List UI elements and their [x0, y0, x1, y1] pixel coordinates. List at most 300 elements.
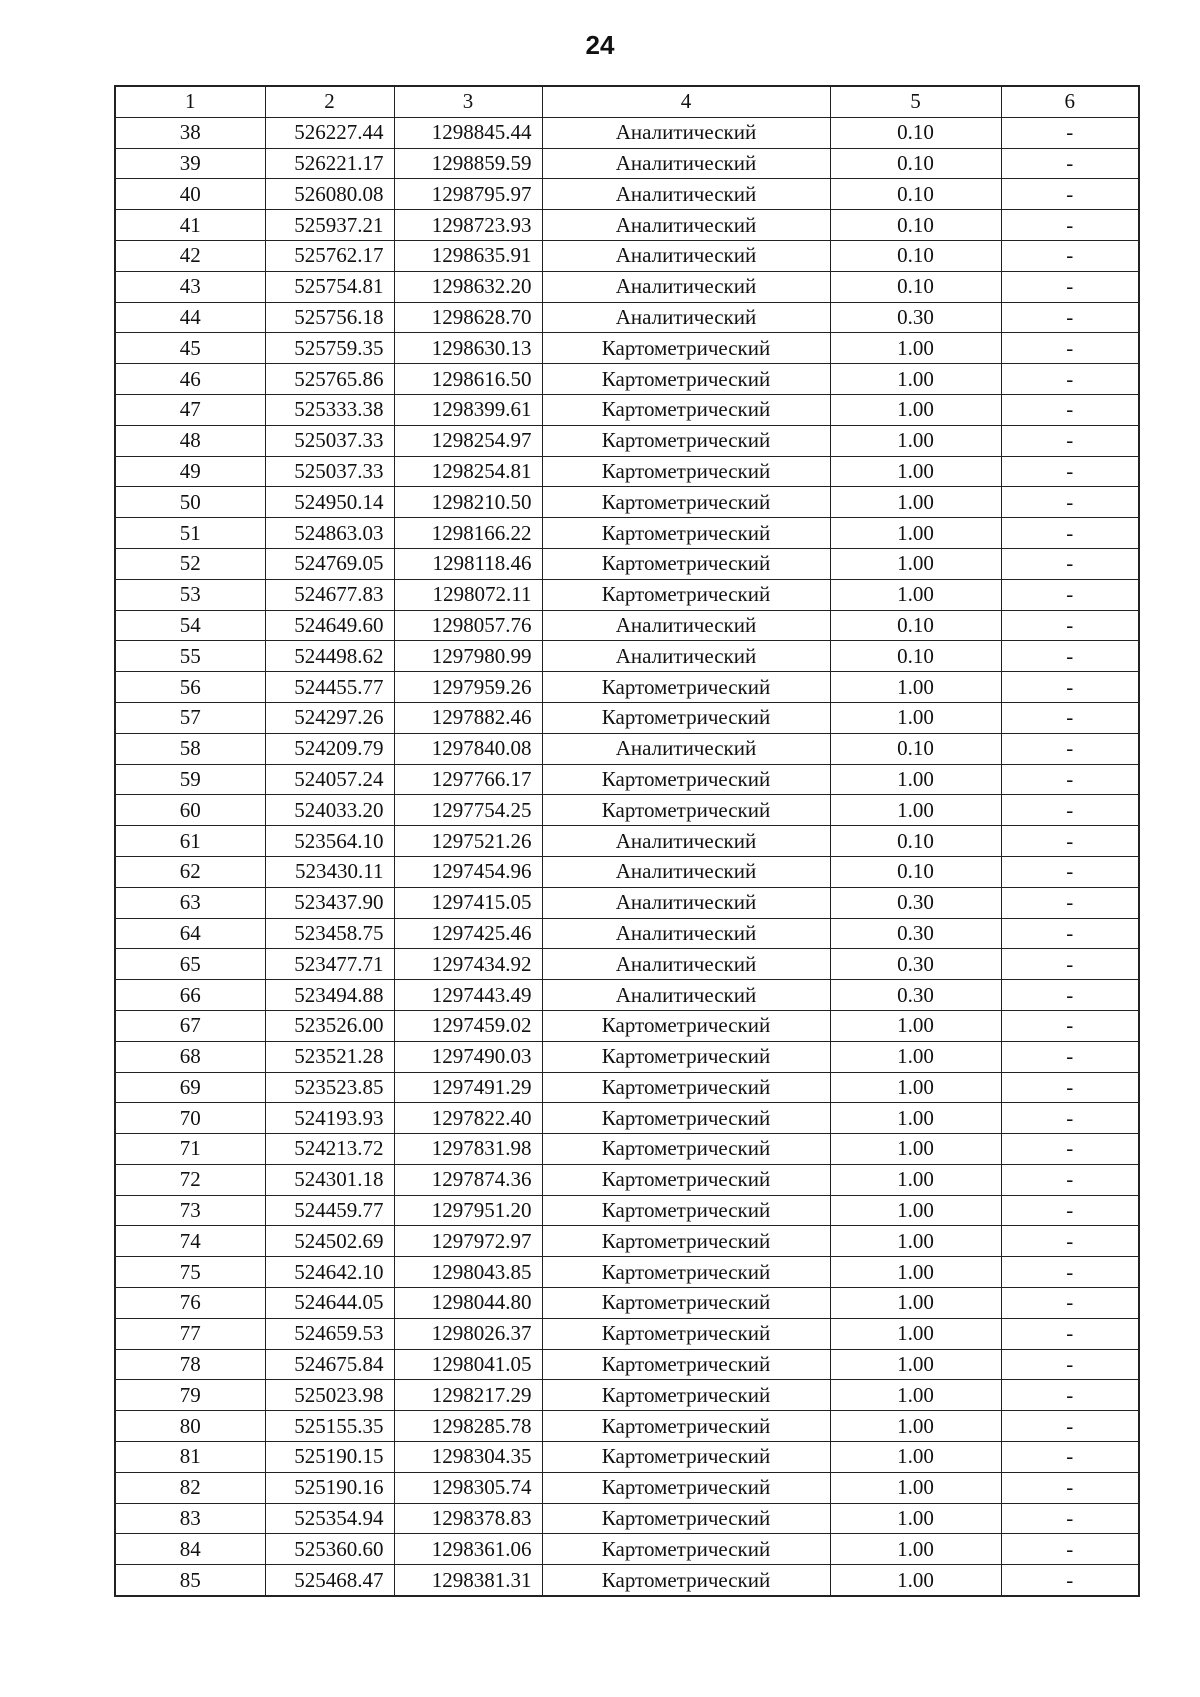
note-cell: -: [1001, 302, 1139, 333]
x-coordinate-cell: 523564.10: [265, 826, 394, 857]
method-cell: Картометрический: [542, 1072, 830, 1103]
note-cell: -: [1001, 856, 1139, 887]
x-coordinate-cell: 524502.69: [265, 1226, 394, 1257]
x-coordinate-cell: 525037.33: [265, 456, 394, 487]
table-row: [115, 733, 1139, 764]
y-coordinate-cell: 1297491.29: [394, 1072, 542, 1103]
point-number-cell: 72: [115, 1164, 265, 1195]
note-cell: -: [1001, 1534, 1139, 1565]
point-number-cell: 76: [115, 1288, 265, 1319]
y-coordinate-cell: 1298845.44: [394, 117, 542, 148]
table-row: [115, 856, 1139, 887]
x-coordinate-cell: 524642.10: [265, 1257, 394, 1288]
table-row: [115, 1288, 1139, 1319]
y-coordinate-cell: 1298361.06: [394, 1534, 542, 1565]
table-row: [115, 425, 1139, 456]
accuracy-cell: 1.00: [830, 1288, 1001, 1319]
method-cell: Картометрический: [542, 1472, 830, 1503]
table-row: [115, 1565, 1139, 1596]
point-number-cell: 52: [115, 548, 265, 579]
x-coordinate-cell: 524769.05: [265, 548, 394, 579]
y-coordinate-cell: 1298254.97: [394, 425, 542, 456]
table-row: [115, 980, 1139, 1011]
note-cell: -: [1001, 425, 1139, 456]
y-coordinate-cell: 1298057.76: [394, 610, 542, 641]
method-cell: Картометрический: [542, 1041, 830, 1072]
note-cell: -: [1001, 887, 1139, 918]
point-number-cell: 80: [115, 1411, 265, 1442]
table-row: [115, 240, 1139, 271]
note-cell: -: [1001, 1411, 1139, 1442]
note-cell: -: [1001, 148, 1139, 179]
x-coordinate-cell: 526227.44: [265, 117, 394, 148]
method-cell: Аналитический: [542, 856, 830, 887]
accuracy-cell: 1.00: [830, 1503, 1001, 1534]
table-row: [115, 148, 1139, 179]
table-row: [115, 1257, 1139, 1288]
point-number-cell: 81: [115, 1442, 265, 1473]
table-row: [115, 610, 1139, 641]
table-row: [115, 1041, 1139, 1072]
point-number-cell: 71: [115, 1134, 265, 1165]
method-cell: Картометрический: [542, 518, 830, 549]
x-coordinate-cell: 523437.90: [265, 887, 394, 918]
x-coordinate-cell: 523521.28: [265, 1041, 394, 1072]
table-row: [115, 1442, 1139, 1473]
y-coordinate-cell: 1298305.74: [394, 1472, 542, 1503]
table-row: [115, 1380, 1139, 1411]
note-cell: -: [1001, 764, 1139, 795]
point-number-cell: 56: [115, 672, 265, 703]
method-cell: Картометрический: [542, 1010, 830, 1041]
accuracy-cell: 0.30: [830, 980, 1001, 1011]
table-row: [115, 518, 1139, 549]
note-cell: -: [1001, 179, 1139, 210]
point-number-cell: 82: [115, 1472, 265, 1503]
x-coordinate-cell: 524213.72: [265, 1134, 394, 1165]
point-number-cell: 46: [115, 364, 265, 395]
y-coordinate-cell: 1297959.26: [394, 672, 542, 703]
method-cell: Картометрический: [542, 795, 830, 826]
x-coordinate-cell: 524863.03: [265, 518, 394, 549]
method-cell: Аналитический: [542, 271, 830, 302]
y-coordinate-cell: 1297882.46: [394, 702, 542, 733]
note-cell: -: [1001, 1472, 1139, 1503]
table-row: [115, 271, 1139, 302]
method-cell: Картометрический: [542, 1349, 830, 1380]
accuracy-cell: 1.00: [830, 1411, 1001, 1442]
point-number-cell: 55: [115, 641, 265, 672]
point-number-cell: 45: [115, 333, 265, 364]
y-coordinate-cell: 1297754.25: [394, 795, 542, 826]
x-coordinate-cell: 523458.75: [265, 918, 394, 949]
point-number-cell: 64: [115, 918, 265, 949]
method-cell: Аналитический: [542, 610, 830, 641]
note-cell: -: [1001, 733, 1139, 764]
accuracy-cell: 1.00: [830, 518, 1001, 549]
accuracy-cell: 1.00: [830, 1442, 1001, 1473]
accuracy-cell: 1.00: [830, 456, 1001, 487]
accuracy-cell: 0.10: [830, 117, 1001, 148]
point-number-cell: 59: [115, 764, 265, 795]
x-coordinate-cell: 524677.83: [265, 579, 394, 610]
point-number-cell: 54: [115, 610, 265, 641]
table-row: [115, 887, 1139, 918]
table-row: [115, 918, 1139, 949]
accuracy-cell: 1.00: [830, 702, 1001, 733]
point-number-cell: 60: [115, 795, 265, 826]
method-cell: Картометрический: [542, 1195, 830, 1226]
note-cell: -: [1001, 702, 1139, 733]
note-cell: -: [1001, 949, 1139, 980]
table-row: [115, 641, 1139, 672]
note-cell: -: [1001, 1103, 1139, 1134]
x-coordinate-cell: 525937.21: [265, 210, 394, 241]
y-coordinate-cell: 1298210.50: [394, 487, 542, 518]
note-cell: -: [1001, 1195, 1139, 1226]
y-coordinate-cell: 1297434.92: [394, 949, 542, 980]
y-coordinate-cell: 1298044.80: [394, 1288, 542, 1319]
point-number-cell: 77: [115, 1318, 265, 1349]
note-cell: -: [1001, 1288, 1139, 1319]
accuracy-cell: 1.00: [830, 764, 1001, 795]
note-cell: -: [1001, 610, 1139, 641]
method-cell: Аналитический: [542, 148, 830, 179]
y-coordinate-cell: 1298026.37: [394, 1318, 542, 1349]
note-cell: -: [1001, 1072, 1139, 1103]
x-coordinate-cell: 526080.08: [265, 179, 394, 210]
x-coordinate-cell: 525360.60: [265, 1534, 394, 1565]
x-coordinate-cell: 524455.77: [265, 672, 394, 703]
x-coordinate-cell: 525190.16: [265, 1472, 394, 1503]
method-cell: Картометрический: [542, 1103, 830, 1134]
accuracy-cell: 1.00: [830, 1318, 1001, 1349]
y-coordinate-cell: 1298254.81: [394, 456, 542, 487]
point-number-cell: 69: [115, 1072, 265, 1103]
table-row: [115, 487, 1139, 518]
point-number-cell: 43: [115, 271, 265, 302]
accuracy-cell: 1.00: [830, 795, 1001, 826]
note-cell: -: [1001, 117, 1139, 148]
x-coordinate-cell: 524498.62: [265, 641, 394, 672]
y-coordinate-cell: 1297443.49: [394, 980, 542, 1011]
table-row: [115, 1349, 1139, 1380]
table-row: [115, 1318, 1139, 1349]
y-coordinate-cell: 1298795.97: [394, 179, 542, 210]
table-row: [115, 1072, 1139, 1103]
x-coordinate-cell: 524649.60: [265, 610, 394, 641]
table-row: [115, 1134, 1139, 1165]
accuracy-cell: 0.10: [830, 856, 1001, 887]
method-cell: Картометрический: [542, 1257, 830, 1288]
note-cell: -: [1001, 210, 1139, 241]
table-row: [115, 1226, 1139, 1257]
note-cell: -: [1001, 1164, 1139, 1195]
table-row: [115, 1503, 1139, 1534]
x-coordinate-cell: 524193.93: [265, 1103, 394, 1134]
method-cell: Картометрический: [542, 1134, 830, 1165]
table-header-row: [115, 86, 1139, 117]
accuracy-cell: 1.00: [830, 1565, 1001, 1596]
method-cell: Аналитический: [542, 980, 830, 1011]
table-row: [115, 1472, 1139, 1503]
table-row: [115, 179, 1139, 210]
y-coordinate-cell: 1298616.50: [394, 364, 542, 395]
point-number-cell: 49: [115, 456, 265, 487]
y-coordinate-cell: 1298072.11: [394, 579, 542, 610]
method-cell: Картометрический: [542, 1442, 830, 1473]
point-number-cell: 50: [115, 487, 265, 518]
note-cell: -: [1001, 795, 1139, 826]
point-number-cell: 66: [115, 980, 265, 1011]
y-coordinate-cell: 1298723.93: [394, 210, 542, 241]
accuracy-cell: 1.00: [830, 1072, 1001, 1103]
x-coordinate-cell: 525762.17: [265, 240, 394, 271]
method-cell: Аналитический: [542, 302, 830, 333]
y-coordinate-cell: 1298285.78: [394, 1411, 542, 1442]
table-row: [115, 764, 1139, 795]
point-number-cell: 75: [115, 1257, 265, 1288]
y-coordinate-cell: 1297972.97: [394, 1226, 542, 1257]
accuracy-cell: 0.10: [830, 148, 1001, 179]
coordinates-table: [114, 85, 1140, 1597]
table-row: [115, 1195, 1139, 1226]
x-coordinate-cell: 525023.98: [265, 1380, 394, 1411]
method-cell: Аналитический: [542, 210, 830, 241]
accuracy-cell: 1.00: [830, 1226, 1001, 1257]
accuracy-cell: 0.30: [830, 302, 1001, 333]
x-coordinate-cell: 523523.85: [265, 1072, 394, 1103]
x-coordinate-cell: 524659.53: [265, 1318, 394, 1349]
point-number-cell: 62: [115, 856, 265, 887]
method-cell: Аналитический: [542, 826, 830, 857]
method-cell: Аналитический: [542, 179, 830, 210]
note-cell: -: [1001, 826, 1139, 857]
point-number-cell: 63: [115, 887, 265, 918]
note-cell: -: [1001, 333, 1139, 364]
table-row: [115, 949, 1139, 980]
point-number-cell: 57: [115, 702, 265, 733]
accuracy-cell: 0.30: [830, 887, 1001, 918]
y-coordinate-cell: 1297425.46: [394, 918, 542, 949]
note-cell: -: [1001, 918, 1139, 949]
y-coordinate-cell: 1297822.40: [394, 1103, 542, 1134]
table-row: [115, 1164, 1139, 1195]
method-cell: Картометрический: [542, 1380, 830, 1411]
accuracy-cell: 1.00: [830, 548, 1001, 579]
method-cell: Картометрический: [542, 1411, 830, 1442]
point-number-cell: 70: [115, 1103, 265, 1134]
table-body: [115, 117, 1139, 1596]
y-coordinate-cell: 1297521.26: [394, 826, 542, 857]
accuracy-cell: 1.00: [830, 364, 1001, 395]
accuracy-cell: 0.10: [830, 641, 1001, 672]
y-coordinate-cell: 1298378.83: [394, 1503, 542, 1534]
method-cell: Аналитический: [542, 641, 830, 672]
x-coordinate-cell: 525155.35: [265, 1411, 394, 1442]
y-coordinate-cell: 1298381.31: [394, 1565, 542, 1596]
point-number-cell: 84: [115, 1534, 265, 1565]
point-number-cell: 41: [115, 210, 265, 241]
y-coordinate-cell: 1297415.05: [394, 887, 542, 918]
accuracy-cell: 1.00: [830, 1195, 1001, 1226]
y-coordinate-cell: 1298632.20: [394, 271, 542, 302]
accuracy-cell: 0.10: [830, 610, 1001, 641]
column-header: 6: [1001, 86, 1139, 117]
y-coordinate-cell: 1297951.20: [394, 1195, 542, 1226]
x-coordinate-cell: 525333.38: [265, 394, 394, 425]
accuracy-cell: 1.00: [830, 1257, 1001, 1288]
note-cell: -: [1001, 1318, 1139, 1349]
method-cell: Картометрический: [542, 548, 830, 579]
method-cell: Картометрический: [542, 1288, 830, 1319]
y-coordinate-cell: 1298304.35: [394, 1442, 542, 1473]
point-number-cell: 65: [115, 949, 265, 980]
note-cell: -: [1001, 1442, 1139, 1473]
note-cell: -: [1001, 1134, 1139, 1165]
point-number-cell: 48: [115, 425, 265, 456]
method-cell: Картометрический: [542, 702, 830, 733]
accuracy-cell: 0.30: [830, 949, 1001, 980]
note-cell: -: [1001, 579, 1139, 610]
point-number-cell: 74: [115, 1226, 265, 1257]
x-coordinate-cell: 524675.84: [265, 1349, 394, 1380]
method-cell: Картометрический: [542, 456, 830, 487]
y-coordinate-cell: 1298217.29: [394, 1380, 542, 1411]
point-number-cell: 83: [115, 1503, 265, 1534]
note-cell: -: [1001, 1041, 1139, 1072]
x-coordinate-cell: 523430.11: [265, 856, 394, 887]
x-coordinate-cell: 524033.20: [265, 795, 394, 826]
y-coordinate-cell: 1297980.99: [394, 641, 542, 672]
table-row: [115, 795, 1139, 826]
point-number-cell: 44: [115, 302, 265, 333]
note-cell: -: [1001, 456, 1139, 487]
x-coordinate-cell: 524297.26: [265, 702, 394, 733]
column-header: 4: [542, 86, 830, 117]
note-cell: -: [1001, 1503, 1139, 1534]
y-coordinate-cell: 1297459.02: [394, 1010, 542, 1041]
table-row: [115, 579, 1139, 610]
method-cell: Картометрический: [542, 1226, 830, 1257]
y-coordinate-cell: 1298041.05: [394, 1349, 542, 1380]
x-coordinate-cell: 524057.24: [265, 764, 394, 795]
x-coordinate-cell: 523526.00: [265, 1010, 394, 1041]
table-row: [115, 672, 1139, 703]
method-cell: Картометрический: [542, 333, 830, 364]
method-cell: Картометрический: [542, 579, 830, 610]
y-coordinate-cell: 1298628.70: [394, 302, 542, 333]
method-cell: Картометрический: [542, 672, 830, 703]
y-coordinate-cell: 1298859.59: [394, 148, 542, 179]
note-cell: -: [1001, 364, 1139, 395]
table-row: [115, 826, 1139, 857]
accuracy-cell: 0.10: [830, 826, 1001, 857]
point-number-cell: 79: [115, 1380, 265, 1411]
note-cell: -: [1001, 1010, 1139, 1041]
table-row: [115, 333, 1139, 364]
column-header: 2: [265, 86, 394, 117]
table-row: [115, 302, 1139, 333]
point-number-cell: 38: [115, 117, 265, 148]
note-cell: -: [1001, 548, 1139, 579]
accuracy-cell: 0.10: [830, 271, 1001, 302]
accuracy-cell: 0.10: [830, 733, 1001, 764]
x-coordinate-cell: 525759.35: [265, 333, 394, 364]
accuracy-cell: 1.00: [830, 1380, 1001, 1411]
method-cell: Картометрический: [542, 487, 830, 518]
accuracy-cell: 1.00: [830, 333, 1001, 364]
page-number: 24: [585, 30, 615, 60]
accuracy-cell: 1.00: [830, 1472, 1001, 1503]
point-number-cell: 68: [115, 1041, 265, 1072]
x-coordinate-cell: 525765.86: [265, 364, 394, 395]
x-coordinate-cell: 523494.88: [265, 980, 394, 1011]
note-cell: -: [1001, 1257, 1139, 1288]
point-number-cell: 47: [115, 394, 265, 425]
method-cell: Картометрический: [542, 394, 830, 425]
accuracy-cell: 1.00: [830, 1134, 1001, 1165]
y-coordinate-cell: 1298635.91: [394, 240, 542, 271]
x-coordinate-cell: 525756.18: [265, 302, 394, 333]
note-cell: -: [1001, 1380, 1139, 1411]
method-cell: Аналитический: [542, 887, 830, 918]
table-row: [115, 1411, 1139, 1442]
table-row: [115, 1010, 1139, 1041]
method-cell: Картометрический: [542, 425, 830, 456]
accuracy-cell: 1.00: [830, 1534, 1001, 1565]
method-cell: Аналитический: [542, 918, 830, 949]
method-cell: Картометрический: [542, 1565, 830, 1596]
note-cell: -: [1001, 1226, 1139, 1257]
point-number-cell: 67: [115, 1010, 265, 1041]
method-cell: Картометрический: [542, 764, 830, 795]
x-coordinate-cell: 525190.15: [265, 1442, 394, 1473]
table-row: [115, 394, 1139, 425]
table-row: [115, 210, 1139, 241]
note-cell: -: [1001, 1565, 1139, 1596]
point-number-cell: 51: [115, 518, 265, 549]
point-number-cell: 85: [115, 1565, 265, 1596]
y-coordinate-cell: 1297831.98: [394, 1134, 542, 1165]
x-coordinate-cell: 525754.81: [265, 271, 394, 302]
method-cell: Картометрический: [542, 1164, 830, 1195]
method-cell: Картометрический: [542, 1503, 830, 1534]
x-coordinate-cell: 524301.18: [265, 1164, 394, 1195]
column-header: 5: [830, 86, 1001, 117]
y-coordinate-cell: 1297874.36: [394, 1164, 542, 1195]
point-number-cell: 61: [115, 826, 265, 857]
note-cell: -: [1001, 394, 1139, 425]
column-header: 1: [115, 86, 265, 117]
note-cell: -: [1001, 487, 1139, 518]
method-cell: Картометрический: [542, 364, 830, 395]
note-cell: -: [1001, 980, 1139, 1011]
method-cell: Картометрический: [542, 1318, 830, 1349]
table-row: [115, 702, 1139, 733]
table-row: [115, 1103, 1139, 1134]
method-cell: Аналитический: [542, 240, 830, 271]
point-number-cell: 78: [115, 1349, 265, 1380]
x-coordinate-cell: 525468.47: [265, 1565, 394, 1596]
table-row: [115, 1534, 1139, 1565]
y-coordinate-cell: 1298043.85: [394, 1257, 542, 1288]
accuracy-cell: 1.00: [830, 1041, 1001, 1072]
accuracy-cell: 0.30: [830, 918, 1001, 949]
table-row: [115, 364, 1139, 395]
note-cell: -: [1001, 271, 1139, 302]
y-coordinate-cell: 1297454.96: [394, 856, 542, 887]
